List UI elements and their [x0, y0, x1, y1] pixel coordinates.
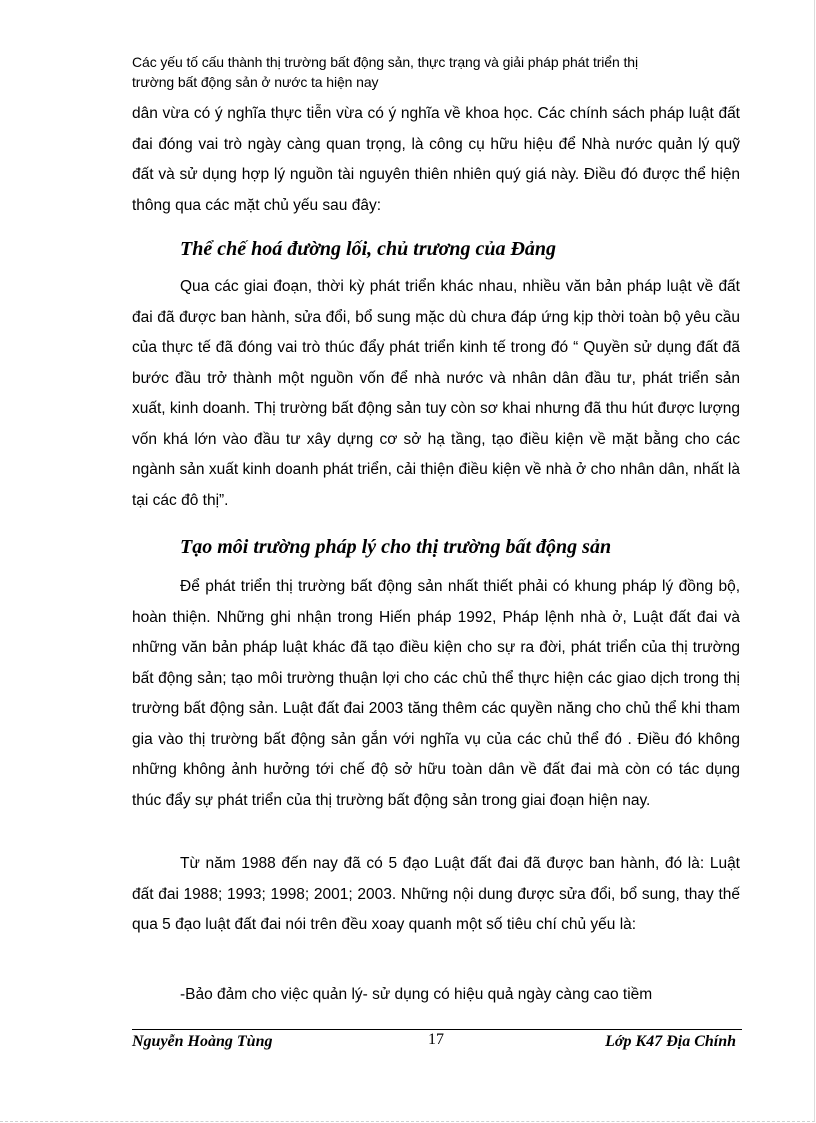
intro-paragraph: dân vừa có ý nghĩa thực tiễn vừa có ý nghĩa về khoa học. Các chính sách pháp luật đất đai đóng vai trò ngày càng quan trọng, là công cụ hữu hiệu để Nhà nước quản lý quỹ đất và sử dụng hợp lý nguồn tài nguyên thiên nhiên quý giá này. Điều đó được thể hiện thông qua các mặt chủ yếu sau đây: [132, 105, 740, 214]
running-header [132, 52, 732, 92]
section2-paragraph-1: Để phát triển thị trường bất động sản nhất thiết phải có khung pháp lý đồng bộ, hoàn thiện. Những ghi nhận trong Hiến pháp 1992, Pháp lệnh nhà ở, Luật đất đai và những văn bản pháp luật khác đã tạo điều kiện cho sự ra đời, phát triển của thị trường bất động sản; tạo môi trường thuận lợi cho các chủ thể thực hiện các giao dịch trong thị trường bất động sản. Luật đất đai 2003 tăng thêm các quyền năng cho chủ thể khi tham gia vào thị trường bất động sản gắn với nghĩa vụ của các chủ thể đó . Điều đó không những không ảnh hưởng tới chế độ sở hữu toàn dân về đất đai mà còn có tác dụng thúc đẩy sự phát triển của thị trường bất động sản trong giai đoạn hiện nay. [132, 578, 740, 809]
header-line-1: Các yếu tố cấu thành thị trường bất động sản, thực trạng và giải pháp phát triển thị [132, 54, 638, 70]
section2-paragraph-2: Từ năm 1988 đến nay đã có 5 đạo Luật đất đai đã được ban hành, đó là: Luật đất đai 1988; 1993; 1998; 2001; 2003. Những nội dung được sửa đổi, bổ sung, thay thế qua 5 đạo luật đất đai nói trên đều xoay quanh một số tiêu chí chủ yếu là: [132, 855, 740, 933]
footer-page-number: 17 [428, 1031, 444, 1048]
footer-rule [132, 1029, 742, 1030]
section-heading-2: Tạo môi trường pháp lý cho thị trường bất động sản [180, 536, 612, 558]
section-heading-1: Thể chế hoá đường lối, chủ trương của Đảng [180, 238, 557, 260]
footer-author: Nguyễn Hoàng Tùng [132, 1033, 273, 1050]
header-line-2: trường bất động sản ở nước ta hiện nay [132, 74, 379, 90]
footer-class-name: Lớp K47 Địa Chính [605, 1033, 736, 1050]
section1-paragraph: Qua các giai đoạn, thời kỳ phát triển khác nhau, nhiều văn bản pháp luật về đất đai đã được ban hành, sửa đổi, bổ sung mặc dù chưa đáp ứng kịp thời toàn bộ yêu cầu của thực tế đã đóng vai trò thúc đẩy phát triển kinh tế trong đó “ Quyền sử dụng đất đã bước đầu trở thành một nguồn vốn để nhà nước và nhân dân đầu tư, phát triển sản xuất, kinh doanh. Thị trường bất động sản tuy còn sơ khai nhưng đã thu hút được lượng vốn khá lớn vào đầu tư xây dựng cơ sở hạ tầng, tạo điều kiện về mặt bằng cho các ngành sản xuất kinh doanh phát triển, cải thiện điều kiện về nhà ở cho nhân dân, nhất là tại các đô thị”. [132, 278, 740, 509]
section2-paragraph-3: -Bảo đảm cho việc quản lý- sử dụng có hiệu quả ngày càng cao tiềm [180, 986, 653, 1003]
